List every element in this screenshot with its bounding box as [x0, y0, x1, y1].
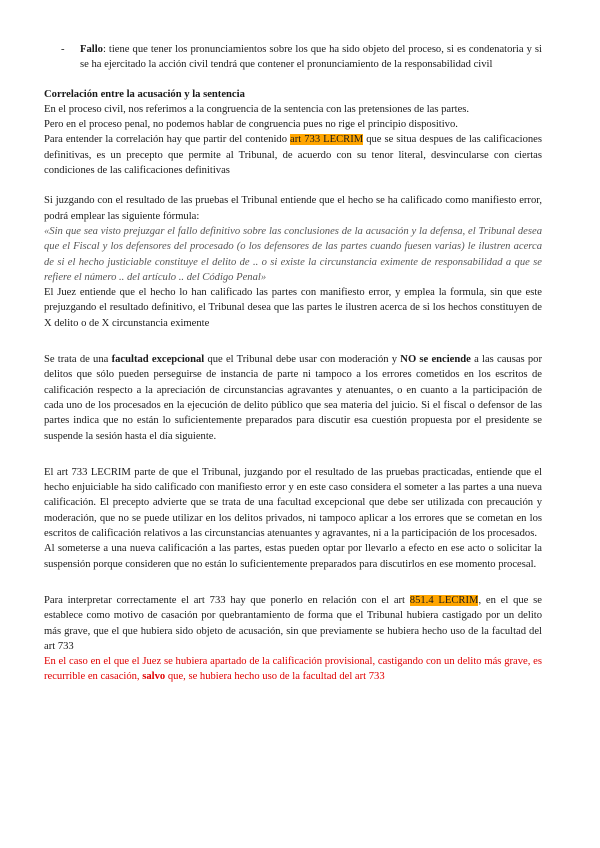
paragraph-penal: Pero en el proceso penal, no podemos hablar de congruencia pues no rige el principio dispositivo.	[44, 119, 458, 131]
paragraph-facultad: Se trata de una facultad excepcional que el Tribunal debe usar con moderación y NO se enciende a las causas por delitos que sólo pueden perseguirse de instancia de parte ni tampoco a los errores cometidos en los escritos de calificación respecto a la apreciación de circunstancias agravantes y atenuantes, o en cuanto a la participación de cada uno de los procesados en la ejecución de delito público que sea materia del juicio. Si el fiscal o defensor de las partes indica que no están lo suficientemente preparados para discutir esa cuestión propuesta por el presidente se suspende la sesión hasta el día siguiente.	[44, 354, 542, 442]
bold-salvo: salvo	[142, 671, 166, 683]
section-heading: Correlación entre la acusación y la sentencia	[44, 88, 245, 100]
highlight-art-733: art 733 LECRIM	[290, 134, 364, 146]
paragraph-juez: El Juez entiende que el hecho lo han calificado las partes con manifiesto error, y emplea la formula, sin que este prejuzgando el resultado definitivo, el Tribunal desea que las partes le ilustren acerca de si los hechos constituyen de X delito o de X circunstancia eximente	[44, 287, 542, 329]
bullet-dash: -	[61, 44, 65, 55]
paragraph-casacion-red: En el caso en el que el Juez se hubiera apartado de la calificación provisional, castigando con un delito más grave, es recurrible en casación, salvo que, se hubiera hecho uso de la facultad del art 733	[44, 656, 542, 683]
bold-facultad-excepcional: facultad excepcional	[111, 354, 205, 366]
document-page	[44, 42, 542, 685]
paragraph-formula-intro: Si juzgando con el resultado de las pruebas el Tribunal entiende que el hecho se ha calificado como manifiesto error, podrá emplear las siguiente fórmula:	[44, 195, 542, 222]
bullet-item-fallo	[44, 42, 542, 73]
bullet-body: : tiene que tener los pronunciamientos sobre los que ha sido objeto del proceso, si es condenatoria y si se ha ejercitado la acción civil tendrá que contener el pronunciamiento de la responsabilidad civil	[80, 44, 542, 71]
paragraph-nueva-calificacion: Al someterse a una nueva calificación a las partes, estas pueden optar por llevarlo a efecto en ese acto o solicitar la suspensión porque consideren que no están lo suficientemente preparados para discutirlos en ese momento procesal.	[44, 543, 542, 570]
formula-quote: «Sin que sea visto prejuzgar el fallo definitivo sobre las conclusiones de la acusación y la defensa, el Tribunal desea que el Fiscal y los defensores del procesado (o los defensores de las partes cuando fuesen varias) le ilustren acerca de si el hecho justiciable constituye el delito de .. o si existe la circunstancia eximente de responsabilidad a que se refiere el número .. del artículo .. del Código Penal»	[44, 225, 542, 283]
paragraph-art-733: El art 733 LECRIM parte de que el Tribunal, juzgando por el resultado de las pruebas practicadas, entiende que el hecho enjuiciable ha sido calificado con manifiesto error y en este caso considera el someter a las partes a una nueva calificación. El precepto advierte que se trata de una facultad excepcional que debe ser utilizada con precaución y moderación, que no se puede utilizar en los delitos privados, ni tampoco aplicar a los errores que se cometan en los escritos de calificación relativos a las circunstancias atenuantes y agravantes, ni a la participación de los procesados.	[44, 466, 542, 540]
paragraph-correlacion: Para entender la correlación hay que partir del contenido art 733 LECRIM que se situa despues de las calificaciones definitivas, es un precepto que permite al Tribunal, de acuerdo con su tenor literal, desvincularse con ciertas condiciones de las calificaciones definitivas	[44, 134, 542, 177]
bold-no-se-enciende: NO se enciende	[400, 354, 471, 366]
bullet-text	[80, 42, 542, 73]
paragraph-interpretar: Para interpretar correctamente el art 733 hay que ponerlo en relación con el art 851.4 LECRIM, en el que se establece como motivo de casación por quebrantamiento de forma que el Tribunal hubiera castigado por un delito más grave, que el que hubiera sido objeto de acusación, sin que previamente se hubiera hecho uso de la facultad del art 733	[44, 594, 542, 652]
highlight-art-851: 851.4 LECRIM	[409, 594, 479, 606]
bullet-term: Fallo	[80, 44, 103, 55]
paragraph-civil: En el proceso civil, nos referimos a la congruencia de la sentencia con las pretensiones de las partes.	[44, 103, 470, 115]
